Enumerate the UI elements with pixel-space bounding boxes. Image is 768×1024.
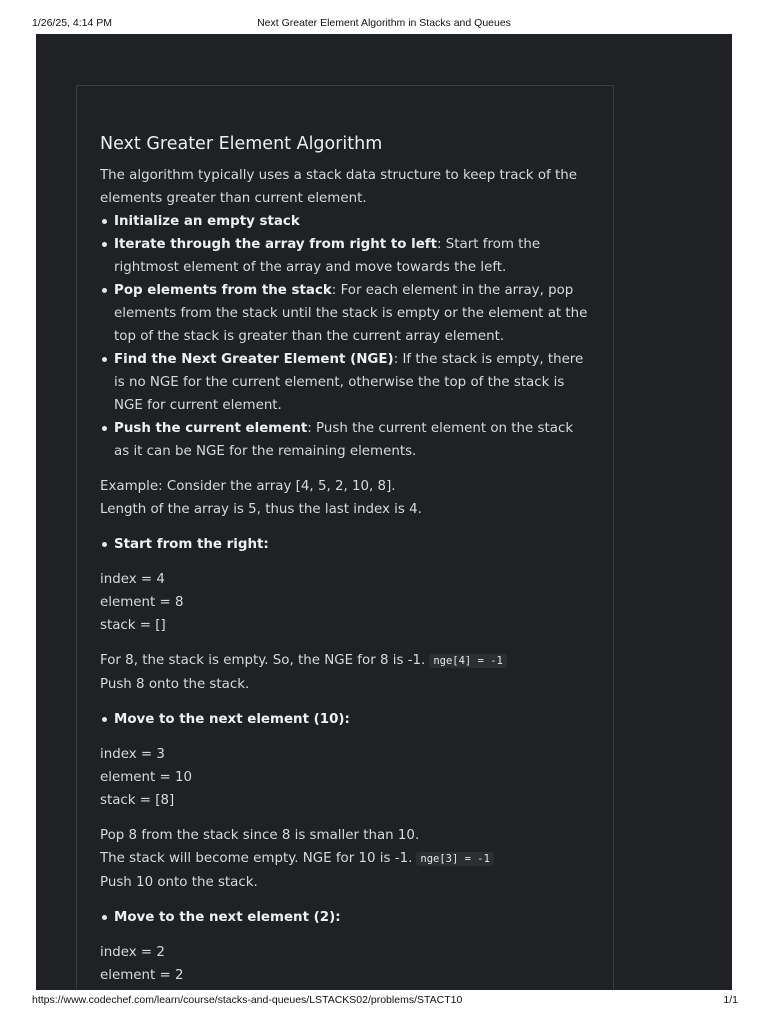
explanation-text: The stack will become empty. NGE for 10 is -1.	[100, 851, 413, 866]
state-element: element = 8	[100, 595, 184, 610]
inline-code: nge[3] = -1	[416, 852, 494, 866]
explanation-block	[100, 824, 590, 894]
pop-text: Pop 8 from the stack since 8 is smaller than 10.	[100, 828, 420, 843]
example-length-text: Length of the array is 5, thus the last index is 4.	[100, 502, 422, 517]
list-item	[114, 210, 590, 233]
list-item	[114, 533, 590, 556]
step-text: : Push the current element on the stack as it can be NGE for the remaining elements.	[114, 421, 574, 459]
state-block	[100, 941, 590, 987]
list-item	[114, 906, 590, 929]
step-text: : For each element in the array, pop elements from the stack until the stack is empty or the element at the top of the stack is greater than the current array element.	[114, 283, 588, 344]
walkthrough-heading: Move to the next element (2):	[114, 910, 341, 925]
step-text: : Start from the rightmost element of the array and move towards the left.	[114, 237, 541, 275]
state-block	[100, 568, 590, 637]
state-stack: stack = []	[100, 618, 166, 633]
print-page-title: Next Greater Element Algorithm in Stacks and Queues	[257, 17, 511, 29]
explanation-line	[100, 847, 590, 871]
step-title: Pop elements from the stack	[114, 283, 332, 298]
step-title: Push the current element	[114, 421, 308, 436]
walkthrough-heading-list	[100, 906, 590, 929]
step-title: Initialize an empty stack	[114, 214, 300, 229]
list-item	[114, 708, 590, 731]
push-text: Push 10 onto the stack.	[100, 875, 258, 890]
state-block	[100, 743, 590, 812]
state-index: index = 4	[100, 572, 165, 587]
walkthrough-heading-list	[100, 533, 590, 556]
list-item	[114, 417, 590, 463]
push-text: Push 8 onto the stack.	[100, 677, 250, 692]
print-page-count: 1/1	[723, 994, 738, 1006]
list-item	[114, 233, 590, 279]
state-index: index = 3	[100, 747, 165, 762]
step-text: : If the stack is empty, there is no NGE for the current element, otherwise the top of the stack is NGE for current element.	[114, 352, 584, 413]
example-array-text: Example: Consider the array [4, 5, 2, 10, 8].	[100, 479, 396, 494]
print-header	[0, 0, 768, 34]
state-element: element = 2	[100, 968, 184, 983]
article-title: Next Greater Element Algorithm	[100, 134, 383, 154]
state-index: index = 2	[100, 945, 165, 960]
state-element: element = 10	[100, 770, 192, 785]
list-item	[114, 348, 590, 417]
print-footer	[0, 994, 768, 1014]
state-stack: stack = [8]	[100, 793, 175, 808]
article-card	[76, 85, 614, 990]
article-content	[100, 130, 590, 990]
walkthrough-heading: Move to the next element (10):	[114, 712, 350, 727]
print-datetime: 1/26/25, 4:14 PM	[32, 17, 112, 29]
article-intro: The algorithm typically uses a stack data structure to keep track of the elements greater than current element.	[100, 168, 577, 206]
example-block	[100, 475, 590, 521]
step-title: Find the Next Greater Element (NGE)	[114, 352, 394, 367]
step-title: Iterate through the array from right to left	[114, 237, 438, 252]
walkthrough-heading: Start from the right:	[114, 537, 269, 552]
inline-code: nge[4] = -1	[429, 654, 507, 668]
print-url: https://www.codechef.com/learn/course/stacks-and-queues/LSTACKS02/problems/STACT10	[32, 994, 463, 1006]
explanation-text: For 8, the stack is empty. So, the NGE for 8 is -1.	[100, 653, 426, 668]
walkthrough-heading-list	[100, 708, 590, 731]
list-item	[114, 279, 590, 348]
explanation-line	[100, 649, 590, 673]
explanation-block	[100, 649, 590, 696]
algorithm-steps-list	[100, 210, 590, 463]
page-viewport	[36, 34, 732, 990]
